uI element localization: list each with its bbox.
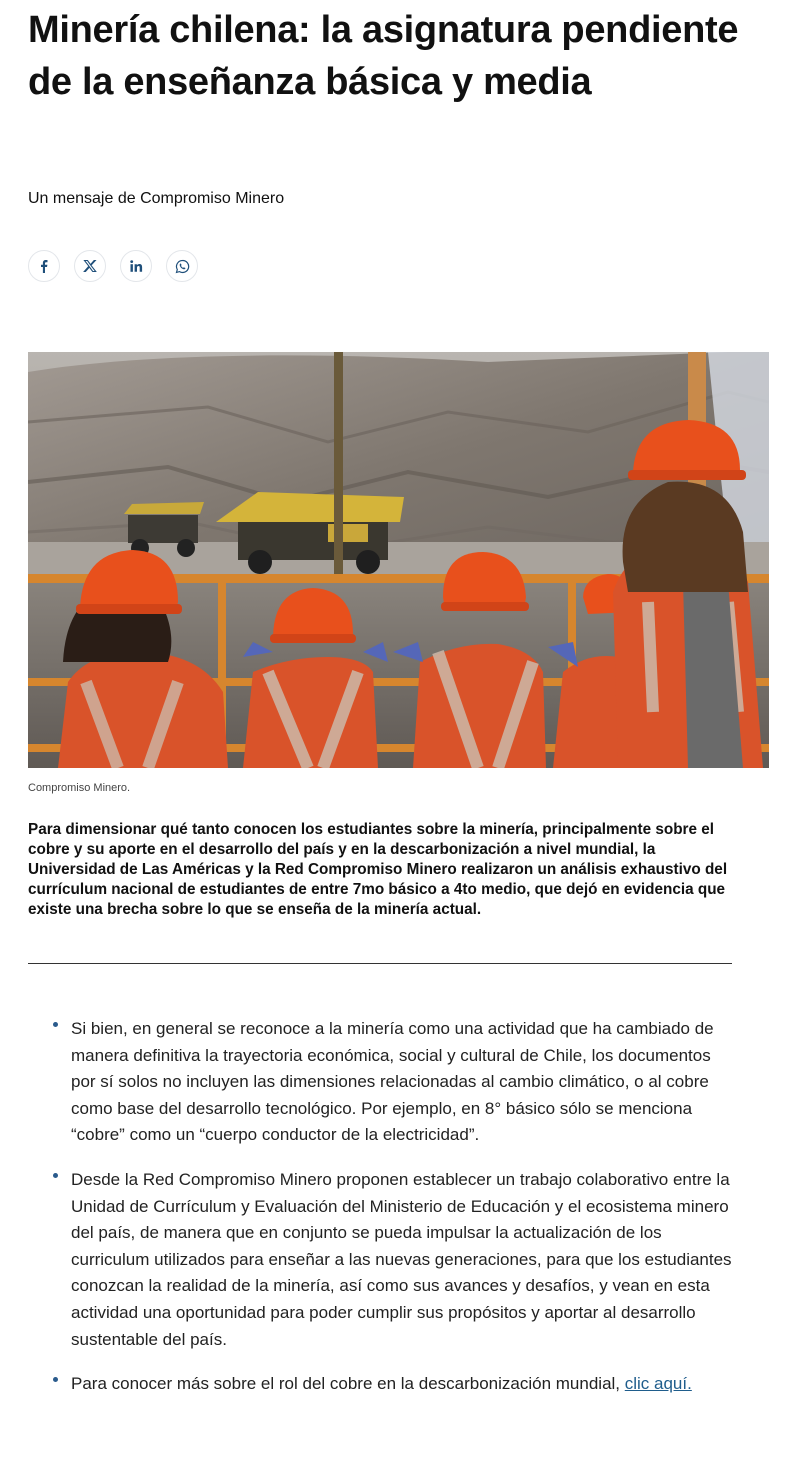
bullet-dot <box>53 1377 58 1382</box>
key-points-list <box>28 1016 733 1416</box>
list-item-text: Desde la Red Compromiso Minero proponen establecer un trabajo colaborativo entre la Unidad de Currículum y Evaluación del Ministerio de Educación y el ecosistema minero del país, de manera que en conjunto se pueda impulsar la actualización de los curriculum utilizados para enseñar a las nuevas generaciones, para que los estudiantes conozcan la realidad de la minería, así como sus avances y desafíos, y vean en esta actividad una oportunidad para poder cumplir sus propósitos y aportar al desarrollo sustentable del país. <box>71 1169 732 1349</box>
article-headline: Minería chilena: la asignatura pendiente de la enseñanza básica y media <box>28 9 739 103</box>
image-caption: Compromiso Minero. <box>28 782 131 794</box>
x-icon <box>83 259 97 273</box>
facebook-icon <box>37 259 51 273</box>
bullet-dot <box>53 1173 58 1178</box>
whatsapp-icon <box>175 259 190 274</box>
share-facebook-button[interactable] <box>28 250 60 282</box>
mining-photo <box>28 352 769 768</box>
article <box>28 0 770 1394</box>
share-x-button[interactable] <box>74 250 106 282</box>
list-item-text: Si bien, en general se reconoce a la minería como una actividad que ha cambiado de manera definitiva la trayectoria económica, social y cultural de Chile, los documentos por sí solos no incluyen las dimensiones relacionadas al cambio climático, o al cobre como base del desarrollo tecnológico. Por ejemplo, en 8° básico sólo se menciona “cobre” como un “cuerpo conductor de la electricidad”. <box>71 1019 714 1145</box>
section-divider <box>28 963 732 964</box>
article-lead: Para dimensionar qué tanto conocen los estudiantes sobre la minería, principalmente sobre el cobre y su aporte en el desarrollo del país y en la descarbonización a nivel mundial, la Universidad de Las Américas y la Red Compromiso Minero realizaron un análisis exhaustivo del currículum nacional de estudiantes de entre 7mo básico a 4to medio, que dejó en evidencia que existe una brecha sobre lo que se enseña de la minería actual. <box>28 821 728 918</box>
article-byline: Un mensaje de Compromiso Minero <box>28 190 285 207</box>
share-linkedin-button[interactable] <box>120 250 152 282</box>
share-bar <box>28 250 198 282</box>
share-whatsapp-button[interactable] <box>166 250 198 282</box>
hero-image <box>28 352 769 768</box>
list-item-text: Para conocer más sobre el rol del cobre en la descarbonización mundial, <box>71 1374 625 1394</box>
list-item <box>28 1167 733 1353</box>
bullet-dot <box>53 1022 58 1027</box>
list-item <box>28 1371 733 1398</box>
more-info-link[interactable]: clic aquí. <box>624 1374 692 1394</box>
list-item <box>28 1016 733 1149</box>
linkedin-icon <box>129 259 144 274</box>
